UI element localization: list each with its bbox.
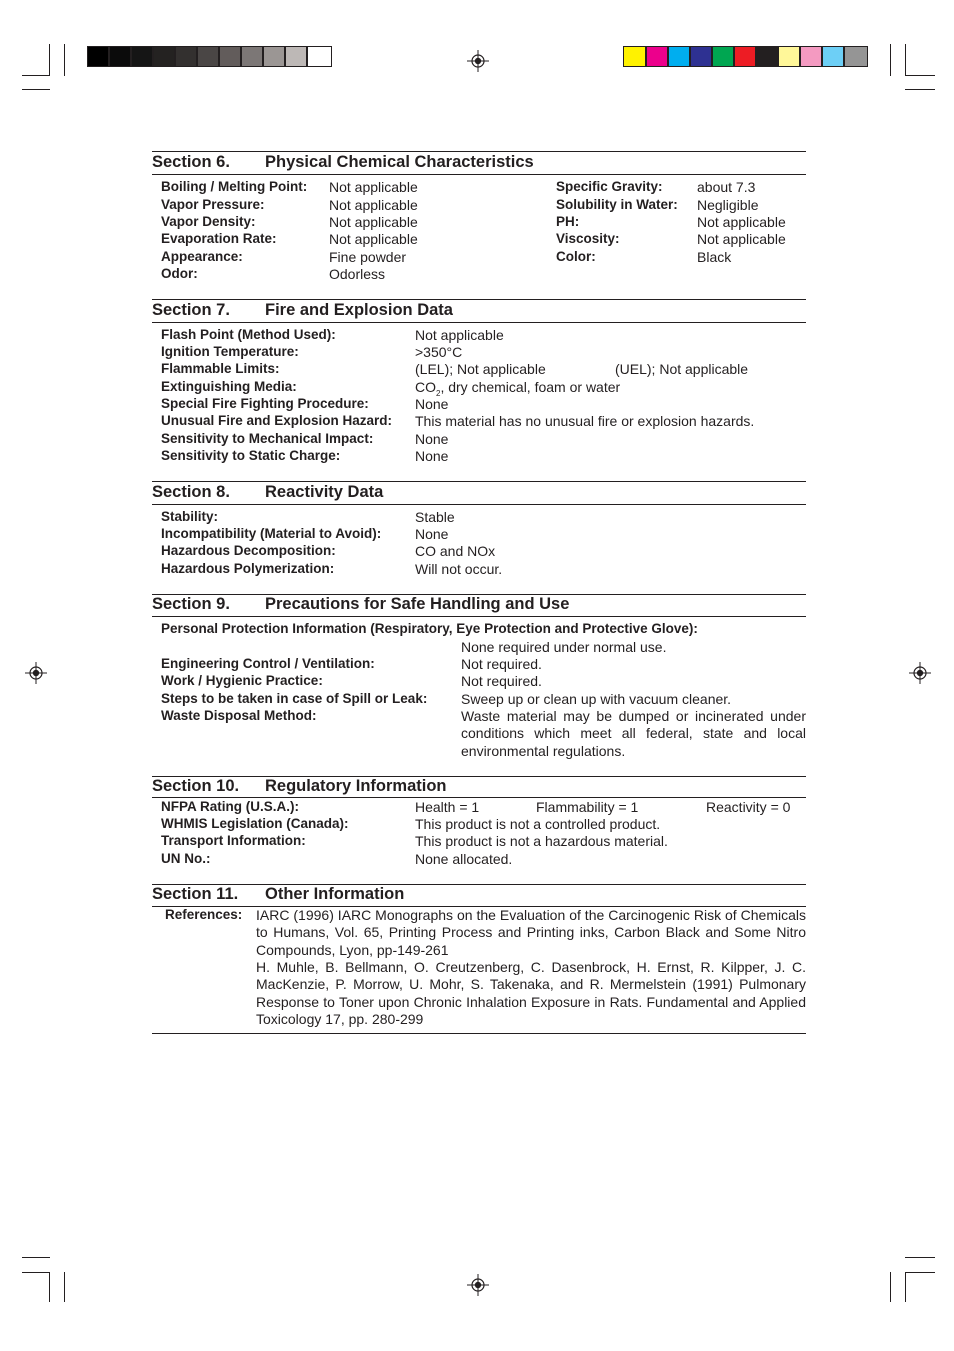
field-label: Personal Protection Information (Respiratory, Eye Protection and Protective Glove): [161, 621, 698, 636]
section-divider [152, 322, 806, 323]
field-label: Unusual Fire and Explosion Hazard: [161, 413, 393, 428]
section-divider [152, 616, 806, 617]
field-value: Flammability = 1 [536, 799, 639, 815]
color-swatch [800, 46, 822, 67]
section-heading [152, 483, 383, 502]
field-value: Not applicable [329, 231, 418, 247]
field-label: Extinguishing Media: [161, 379, 297, 394]
section-divider [152, 299, 806, 300]
field-label: Solubility in Water: [556, 197, 678, 212]
field-label: Odor: [161, 266, 198, 281]
field-value: Negligible [697, 197, 759, 213]
field-label: Specific Gravity: [556, 179, 663, 194]
field-value: This product is not a hazardous material. [415, 833, 668, 849]
field-value: This product is not a controlled product. [415, 816, 661, 832]
references-label: References: [165, 907, 243, 922]
color-swatch [712, 46, 734, 67]
section-number: Section 7. [152, 301, 230, 319]
field-value: >350°C [415, 344, 463, 360]
registration-mark-icon [25, 662, 47, 684]
field-value: None allocated. [415, 851, 513, 867]
field-label: Sensitivity to Mechanical Impact: [161, 431, 374, 446]
section-number: Section 6. [152, 153, 230, 171]
gray-swatch [263, 46, 285, 67]
color-swatch [668, 46, 690, 67]
registration-mark-icon [467, 1274, 489, 1296]
field-value: Fine powder [329, 249, 407, 265]
field-value: None required under normal use. [461, 639, 667, 655]
section-title: Reactivity Data [265, 483, 384, 501]
section-divider [152, 174, 806, 175]
subscript: 2 [436, 388, 441, 398]
field-label: Viscosity: [556, 231, 620, 246]
chemical-formula: CO [415, 379, 436, 395]
field-value: Not required. [461, 673, 542, 689]
field-label: Flash Point (Method Used): [161, 327, 336, 342]
section-divider [152, 504, 806, 505]
field-label: Ignition Temperature: [161, 344, 299, 359]
section-heading [152, 777, 447, 796]
section-number: Section 11. [152, 885, 239, 903]
gray-swatch [109, 46, 131, 67]
field-value: None [415, 431, 449, 447]
field-label: Steps to be taken in case of Spill or Leak: [161, 691, 428, 706]
section-divider [152, 151, 806, 152]
color-swatch [646, 46, 668, 67]
field-label: WHMIS Legislation (Canada): [161, 816, 349, 831]
field-value: Not applicable [697, 231, 786, 247]
field-value: Will not occur. [415, 561, 503, 577]
gray-swatch [153, 46, 175, 67]
field-label: Color: [556, 249, 596, 264]
field-value: about 7.3 [697, 179, 756, 195]
color-swatch [623, 46, 646, 67]
gray-swatch [241, 46, 263, 67]
section-heading [152, 595, 569, 614]
field-value: Sweep up or clean up with vacuum cleaner. [461, 691, 732, 707]
color-swatch [690, 46, 712, 67]
gray-swatch [131, 46, 153, 67]
section-title: Physical Chemical Characteristics [265, 153, 534, 171]
field-value: Not applicable [697, 214, 786, 230]
section-number: Section 9. [152, 595, 230, 613]
section-divider [152, 1033, 806, 1034]
section-title: Precautions for Safe Handling and Use [265, 595, 570, 613]
field-label: Special Fire Fighting Procedure: [161, 396, 369, 411]
section-title: Other Information [265, 885, 405, 903]
field-value: None [415, 526, 449, 542]
color-swatch [756, 46, 778, 67]
field-label: PH: [556, 214, 580, 229]
registration-mark-icon [909, 662, 931, 684]
field-value: None [415, 448, 449, 464]
field-label: Transport Information: [161, 833, 306, 848]
reference-entry: IARC (1996) IARC Monographs on the Evaluation of the Carcinogenic Risk of Chemicals to Humans, Vol. 65, Printing Process and Printing inks, Carbon Black and Some Nitro Compounds, Lyon, pp-149-261 [256, 907, 806, 958]
gray-swatch [87, 46, 109, 67]
field-label: NFPA Rating (U.S.A.): [161, 799, 299, 814]
field-label: Hazardous Polymerization: [161, 561, 335, 576]
field-value: Not applicable [329, 214, 418, 230]
field-label: Work / Hygienic Practice: [161, 673, 323, 688]
gray-swatch [285, 46, 307, 67]
field-label: Vapor Density: [161, 214, 256, 229]
field-label: Appearance: [161, 249, 243, 264]
field-value: Not applicable [329, 197, 418, 213]
color-swatch [734, 46, 756, 67]
section-number: Section 10. [152, 777, 240, 795]
color-swatch [844, 46, 868, 67]
reference-entry: H. Muhle, B. Bellmann, O. Creutzenberg, C. Dasenbrock, H. Ernst, R. Kilpper, J. C. MacKenzie, P. Morrow, U. Mohr, S. Takenaka, and R. Mermelstein (1991) Pulmonary Response to Toner upon Chronic Inhalation Exposure in Rats. Fundamental and Applied Toxicology 17, pp. 280-299 [256, 959, 806, 1028]
section-heading [152, 153, 534, 172]
gray-swatch [307, 46, 332, 67]
section-title: Regulatory Information [265, 777, 447, 795]
section-divider [152, 797, 806, 798]
field-label: UN No.: [161, 851, 211, 866]
field-label: Vapor Pressure: [161, 197, 265, 212]
gray-swatch [197, 46, 219, 67]
section-heading [152, 301, 453, 320]
field-value: Health = 1 [415, 799, 480, 815]
field-value: Black [697, 249, 732, 265]
field-value: Not required. [461, 656, 542, 672]
field-value-text: , dry chemical, foam or water [440, 379, 621, 395]
section-title: Fire and Explosion Data [265, 301, 453, 319]
field-value: Odorless [329, 266, 386, 282]
field-value [415, 379, 620, 398]
field-value: Not applicable [415, 327, 504, 343]
gray-swatch [219, 46, 241, 67]
field-label: Hazardous Decomposition: [161, 543, 336, 558]
field-value: CO and NOx [415, 543, 496, 559]
field-value: Waste material may be dumped or incinerated under conditions which meet all federal, state and local environmental regulations. [461, 708, 806, 759]
section-heading [152, 885, 404, 904]
registration-mark-icon [467, 50, 489, 72]
field-label: Flammable Limits: [161, 361, 280, 376]
field-label: Evaporation Rate: [161, 231, 277, 246]
section-number: Section 8. [152, 483, 230, 501]
field-label: Waste Disposal Method: [161, 708, 317, 723]
field-label: Sensitivity to Static Charge: [161, 448, 341, 463]
field-value: This material has no unusual fire or explosion hazards. [415, 413, 755, 429]
field-value: None [415, 396, 449, 412]
color-swatch [822, 46, 844, 67]
field-label: Incompatibility (Material to Avoid): [161, 526, 382, 541]
field-value: Not applicable [329, 179, 418, 195]
section-divider [152, 481, 806, 482]
field-value: (UEL); Not applicable [615, 361, 749, 377]
field-value: Stable [415, 509, 455, 525]
field-value: (LEL); Not applicable [415, 361, 546, 377]
color-swatch [778, 46, 800, 67]
field-label: Stability: [161, 509, 219, 524]
field-label: Boiling / Melting Point: [161, 179, 308, 194]
gray-swatch [175, 46, 197, 67]
field-label: Engineering Control / Ventilation: [161, 656, 375, 671]
field-value: Reactivity = 0 [706, 799, 791, 815]
